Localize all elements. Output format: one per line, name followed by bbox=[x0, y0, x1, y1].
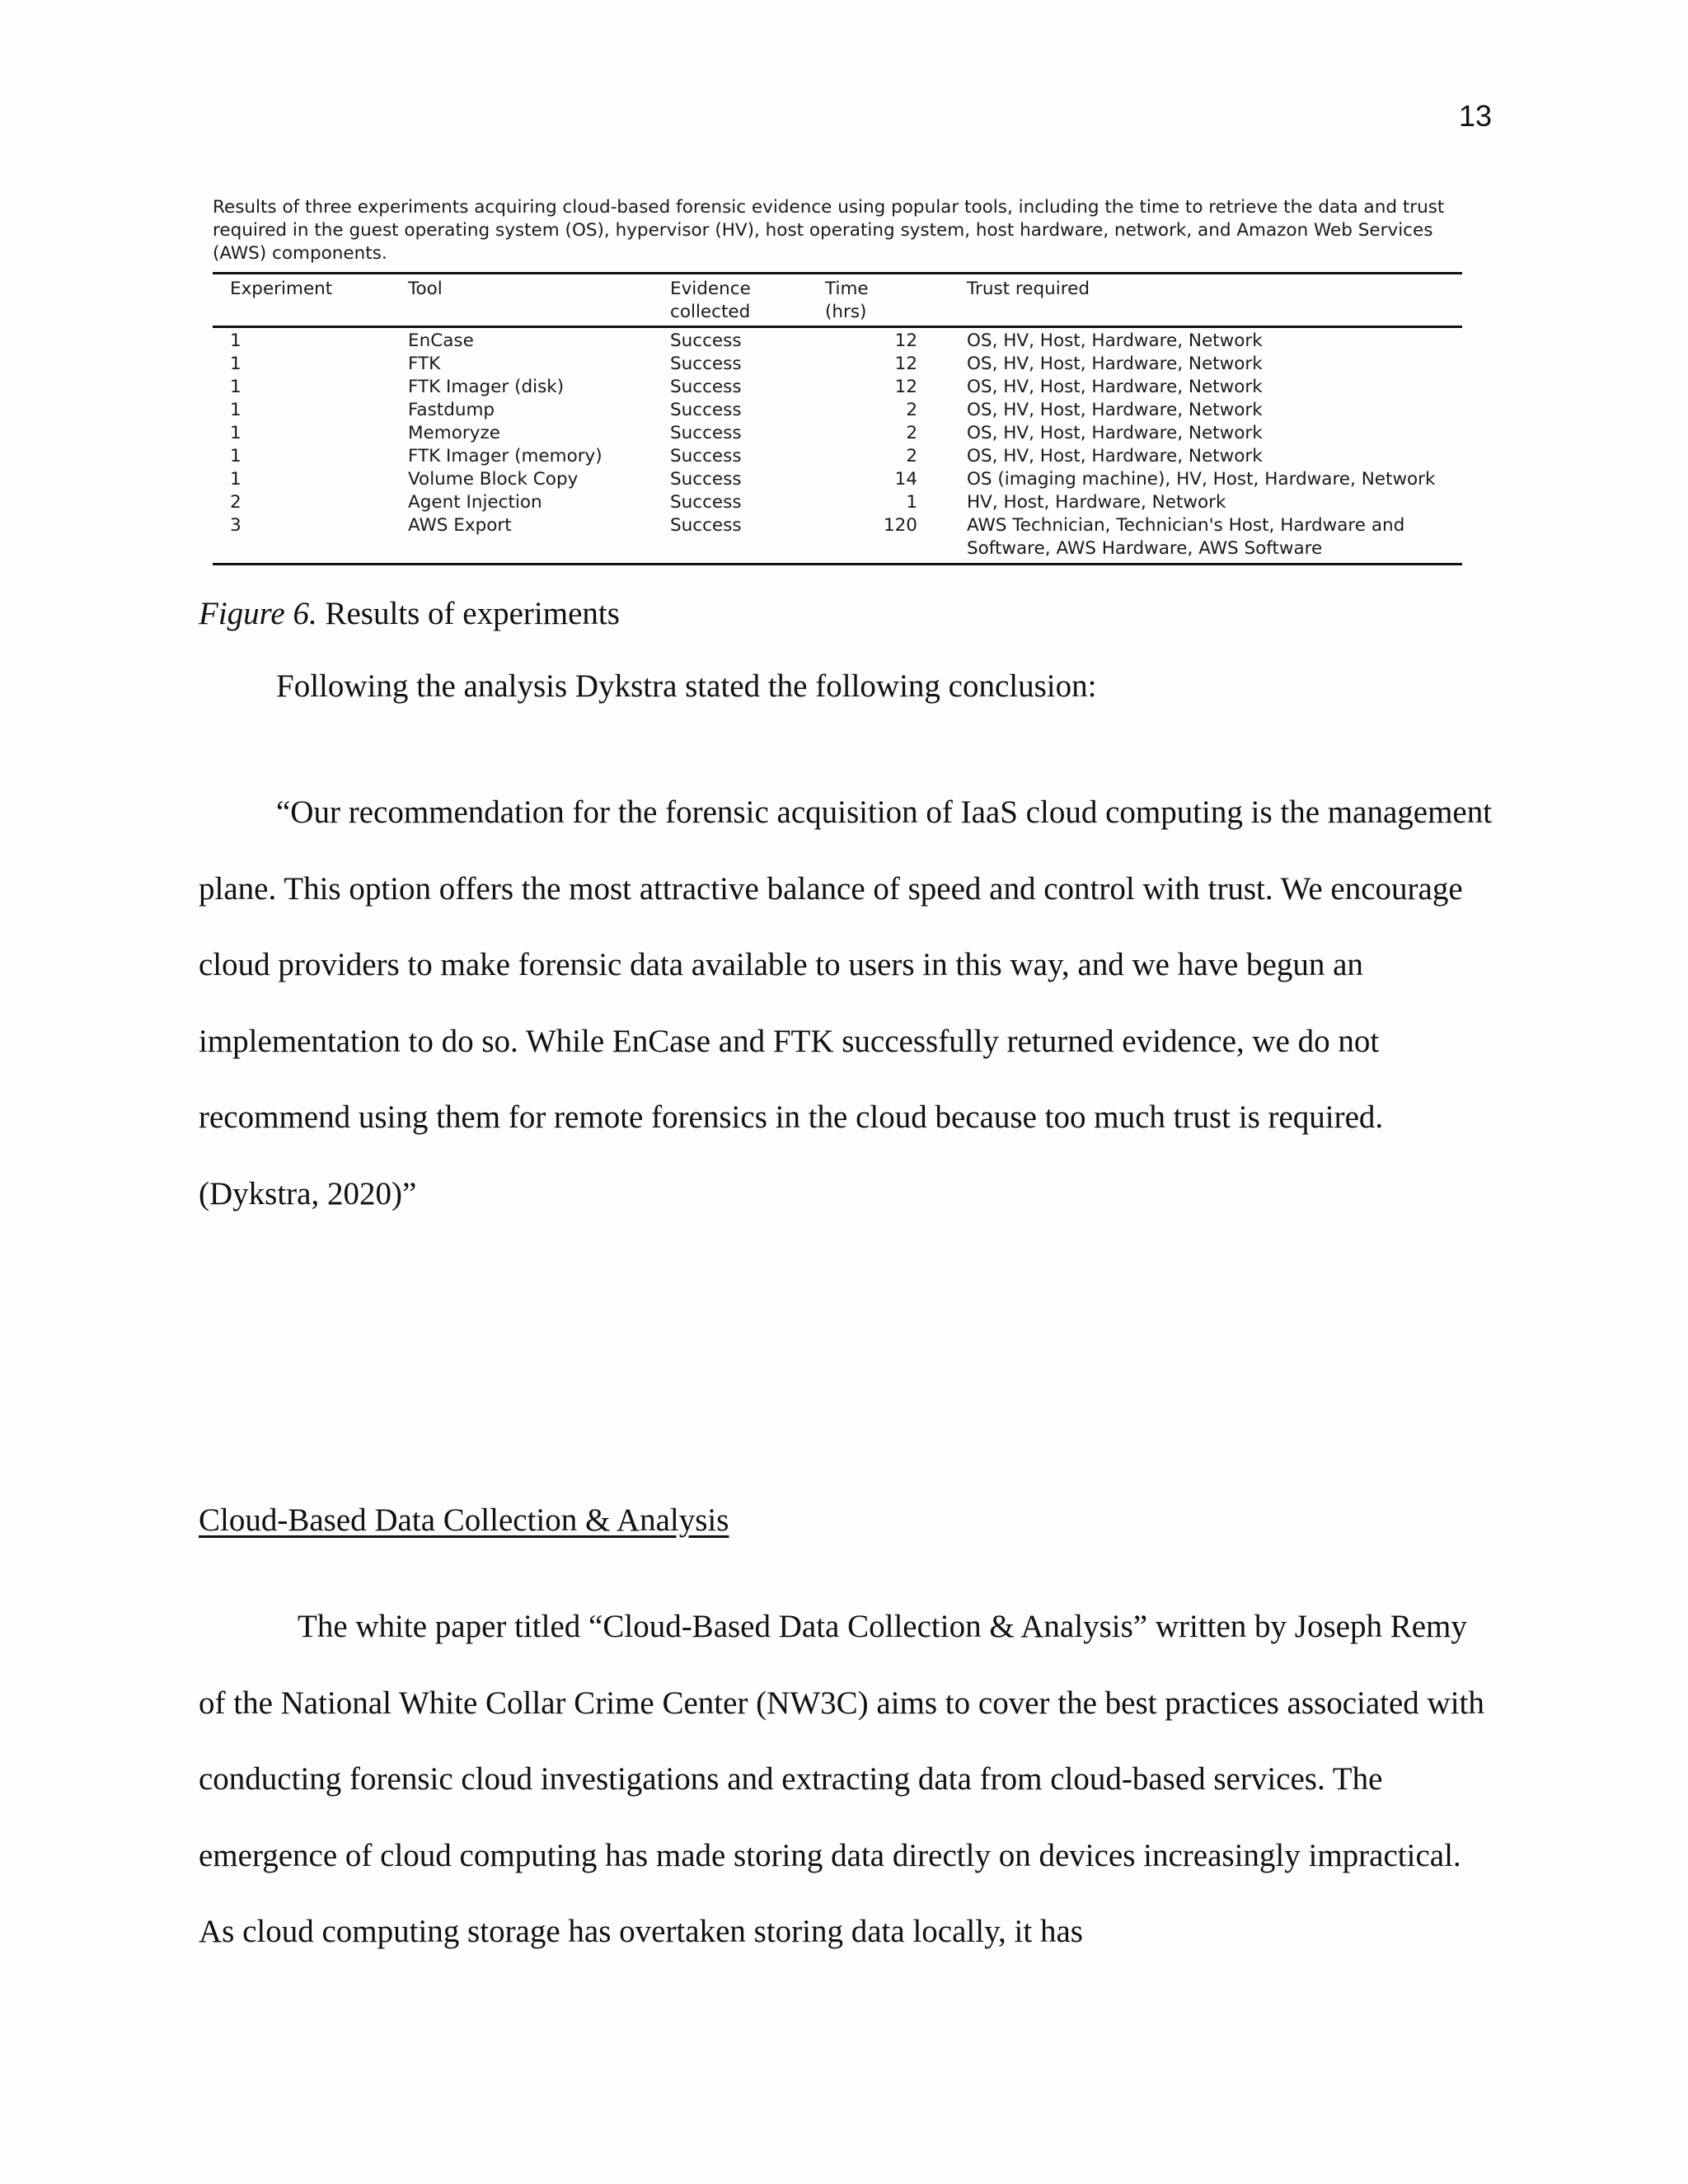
figure-label-number: Figure 6. bbox=[199, 596, 317, 631]
cell-evidence: Success bbox=[670, 469, 742, 490]
cell-time: 12 bbox=[894, 377, 917, 397]
header-evidence bbox=[670, 274, 825, 327]
cell-tool: Memoryze bbox=[408, 423, 500, 443]
body-paragraph: The white paper titled “Cloud-Based Data Collection & Analysis” written by Joseph Remy of the National White Collar Crime Center (NW3C) aims to cover the best practices associated with conducting forensic cloud investigations and extracting data from cloud-based services. The emergence of cloud computing has made storing data directly on devices increasingly impractical. As cloud computing storage has overtaken storing data locally, it has bbox=[199, 1609, 1484, 1949]
cell-tool: Volume Block Copy bbox=[408, 469, 579, 490]
cell-evidence: Success bbox=[670, 515, 742, 536]
cell-trust: OS, HV, Host, Hardware, Network bbox=[967, 330, 1263, 351]
cell-experiment: 1 bbox=[230, 446, 241, 466]
cell-evidence: Success bbox=[670, 423, 742, 443]
header-time bbox=[825, 274, 967, 327]
page-number: 13 bbox=[1458, 99, 1492, 133]
cell-tool: EnCase bbox=[408, 330, 474, 351]
cell-trust: OS, HV, Host, Hardware, Network bbox=[967, 446, 1263, 466]
header-trust: Trust required bbox=[967, 279, 1090, 299]
cell-time: 2 bbox=[906, 400, 917, 420]
cell-time: 12 bbox=[894, 330, 917, 351]
cell-tool: FTK Imager (memory) bbox=[408, 446, 603, 466]
cell-tool: AWS Export bbox=[408, 515, 512, 536]
cell-tool: FTK bbox=[408, 354, 441, 374]
cell-trust: OS (imaging machine), HV, Host, Hardware, Network bbox=[967, 469, 1436, 490]
cell-time: 14 bbox=[894, 469, 917, 490]
results-figure bbox=[213, 196, 1462, 565]
table-header-row bbox=[213, 274, 1462, 327]
cell-time: 2 bbox=[906, 423, 917, 443]
table-row bbox=[213, 399, 1462, 422]
table-row bbox=[213, 327, 1462, 354]
table-caption: Results of three experiments acquiring cloud-based forensic evidence using popular tools, including the time to retrieve the data and trust required in the guest operating system (OS), hypervisor (HV), host operating system, host hardware, network, and Amazon Web Services (AWS) components. bbox=[213, 197, 1445, 264]
figure-label-text: Results of experiments bbox=[316, 596, 620, 631]
table-row bbox=[213, 514, 1462, 565]
cell-evidence: Success bbox=[670, 377, 742, 397]
header-experiment: Experiment bbox=[230, 279, 333, 299]
header-evidence-line1: Evidence bbox=[670, 279, 751, 299]
cell-evidence: Success bbox=[670, 354, 742, 374]
cell-time: 120 bbox=[883, 515, 917, 536]
figure-label bbox=[199, 593, 1501, 635]
cell-experiment: 1 bbox=[230, 377, 241, 397]
cell-time: 1 bbox=[906, 492, 917, 513]
results-table bbox=[213, 272, 1462, 565]
cell-tool: Fastdump bbox=[408, 400, 495, 420]
cell-tool: Agent Injection bbox=[408, 492, 542, 513]
cell-trust: AWS Technician, Technician's Host, Hardware and Software, AWS Hardware, AWS Software bbox=[967, 515, 1405, 559]
cell-trust: HV, Host, Hardware, Network bbox=[967, 492, 1226, 513]
quote-paragraph: “Our recommendation for the forensic acquisition of IaaS cloud computing is the management plane. This option offers the most attractive balance of speed and control with trust. We encourage cloud providers to make forensic data available to users in this way, and we have begun an implementation to do so. While EnCase and FTK successfully returned evidence, we do not recommend using them for remote forensics in the cloud because too much trust is required. (Dykstra, 2020)” bbox=[199, 794, 1493, 1212]
cell-time: 12 bbox=[894, 354, 917, 374]
table-row bbox=[213, 422, 1462, 445]
table-row bbox=[213, 353, 1462, 376]
table-row bbox=[213, 445, 1462, 468]
cell-trust: OS, HV, Host, Hardware, Network bbox=[967, 400, 1263, 420]
intro-paragraph: Following the analysis Dykstra stated the following conclusion: bbox=[276, 668, 1097, 704]
cell-experiment: 1 bbox=[230, 469, 241, 490]
cell-experiment: 3 bbox=[230, 515, 241, 536]
header-tool: Tool bbox=[408, 279, 443, 299]
cell-evidence: Success bbox=[670, 330, 742, 351]
header-time-line1: Time bbox=[825, 279, 869, 299]
cell-evidence: Success bbox=[670, 492, 742, 513]
table-row bbox=[213, 376, 1462, 399]
cell-time: 2 bbox=[906, 446, 917, 466]
cell-evidence: Success bbox=[670, 446, 742, 466]
table-row bbox=[213, 468, 1462, 491]
cell-experiment: 1 bbox=[230, 354, 241, 374]
cell-trust: OS, HV, Host, Hardware, Network bbox=[967, 377, 1263, 397]
cell-evidence: Success bbox=[670, 400, 742, 420]
cell-trust: OS, HV, Host, Hardware, Network bbox=[967, 354, 1263, 374]
table-row bbox=[213, 491, 1462, 514]
cell-experiment: 1 bbox=[230, 330, 241, 351]
header-time-line2: (hrs) bbox=[825, 302, 867, 322]
header-evidence-line2: collected bbox=[670, 302, 751, 322]
cell-tool: FTK Imager (disk) bbox=[408, 377, 565, 397]
cell-trust: OS, HV, Host, Hardware, Network bbox=[967, 423, 1263, 443]
cell-experiment: 1 bbox=[230, 400, 241, 420]
cell-experiment: 2 bbox=[230, 492, 241, 513]
cell-experiment: 1 bbox=[230, 423, 241, 443]
section-heading: Cloud-Based Data Collection & Analysis bbox=[199, 1502, 729, 1538]
